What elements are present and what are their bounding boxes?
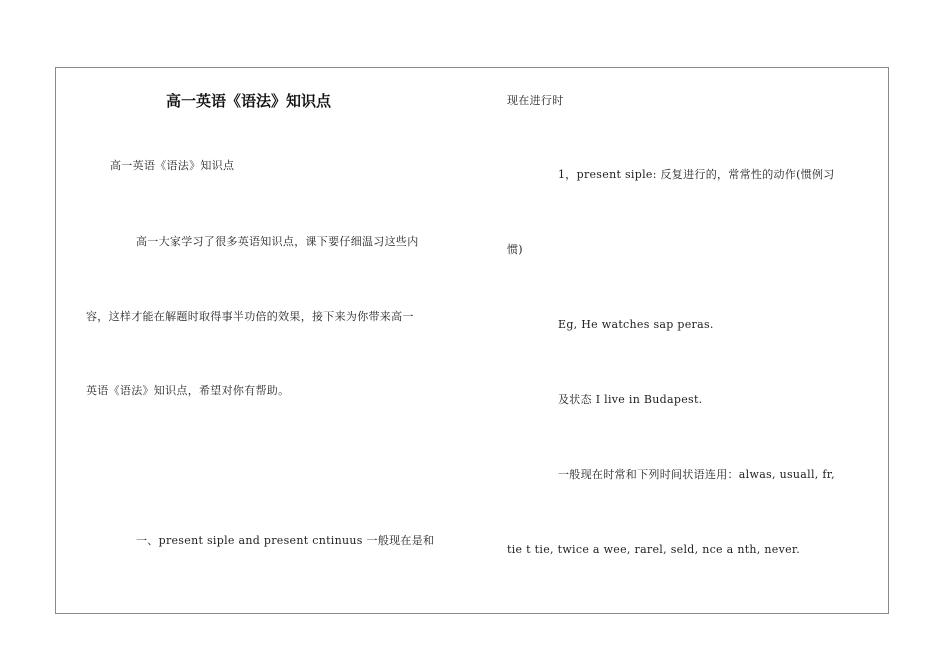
right-paragraph-7: tie t tie, twice a wee, rarel, seld, nce a nth, never. [507,543,801,556]
left-paragraph-1: 高一英语《语法》知识点 [110,159,235,172]
right-paragraph-3: 惯) [507,243,523,256]
left-paragraph-4: 英语《语法》知识点，希望对你有帮助。 [86,384,290,397]
right-paragraph-5: 及状态 I live in Budapest. [558,393,703,406]
right-paragraph-6: 一般现在时常和下列时间状语连用：alwas, usuall, fr, [558,468,835,481]
right-paragraph-1: 现在进行时 [507,94,564,107]
page-frame [55,67,889,614]
document-title: 高一英语《语法》知识点 [166,92,332,110]
right-paragraph-2: 1，present siple: 反复进行的，常常性的动作(惯例习 [558,168,835,181]
left-paragraph-5: 一、present siple and present cntinuus 一般现在是和 [136,534,435,547]
right-paragraph-4: Eg, He watches sap peras. [558,318,714,331]
left-paragraph-3: 容，这样才能在解题时取得事半功倍的效果，接下来为你带来高一 [86,310,414,323]
left-paragraph-2: 高一大家学习了很多英语知识点，课下要仔细温习这些内 [136,235,419,248]
